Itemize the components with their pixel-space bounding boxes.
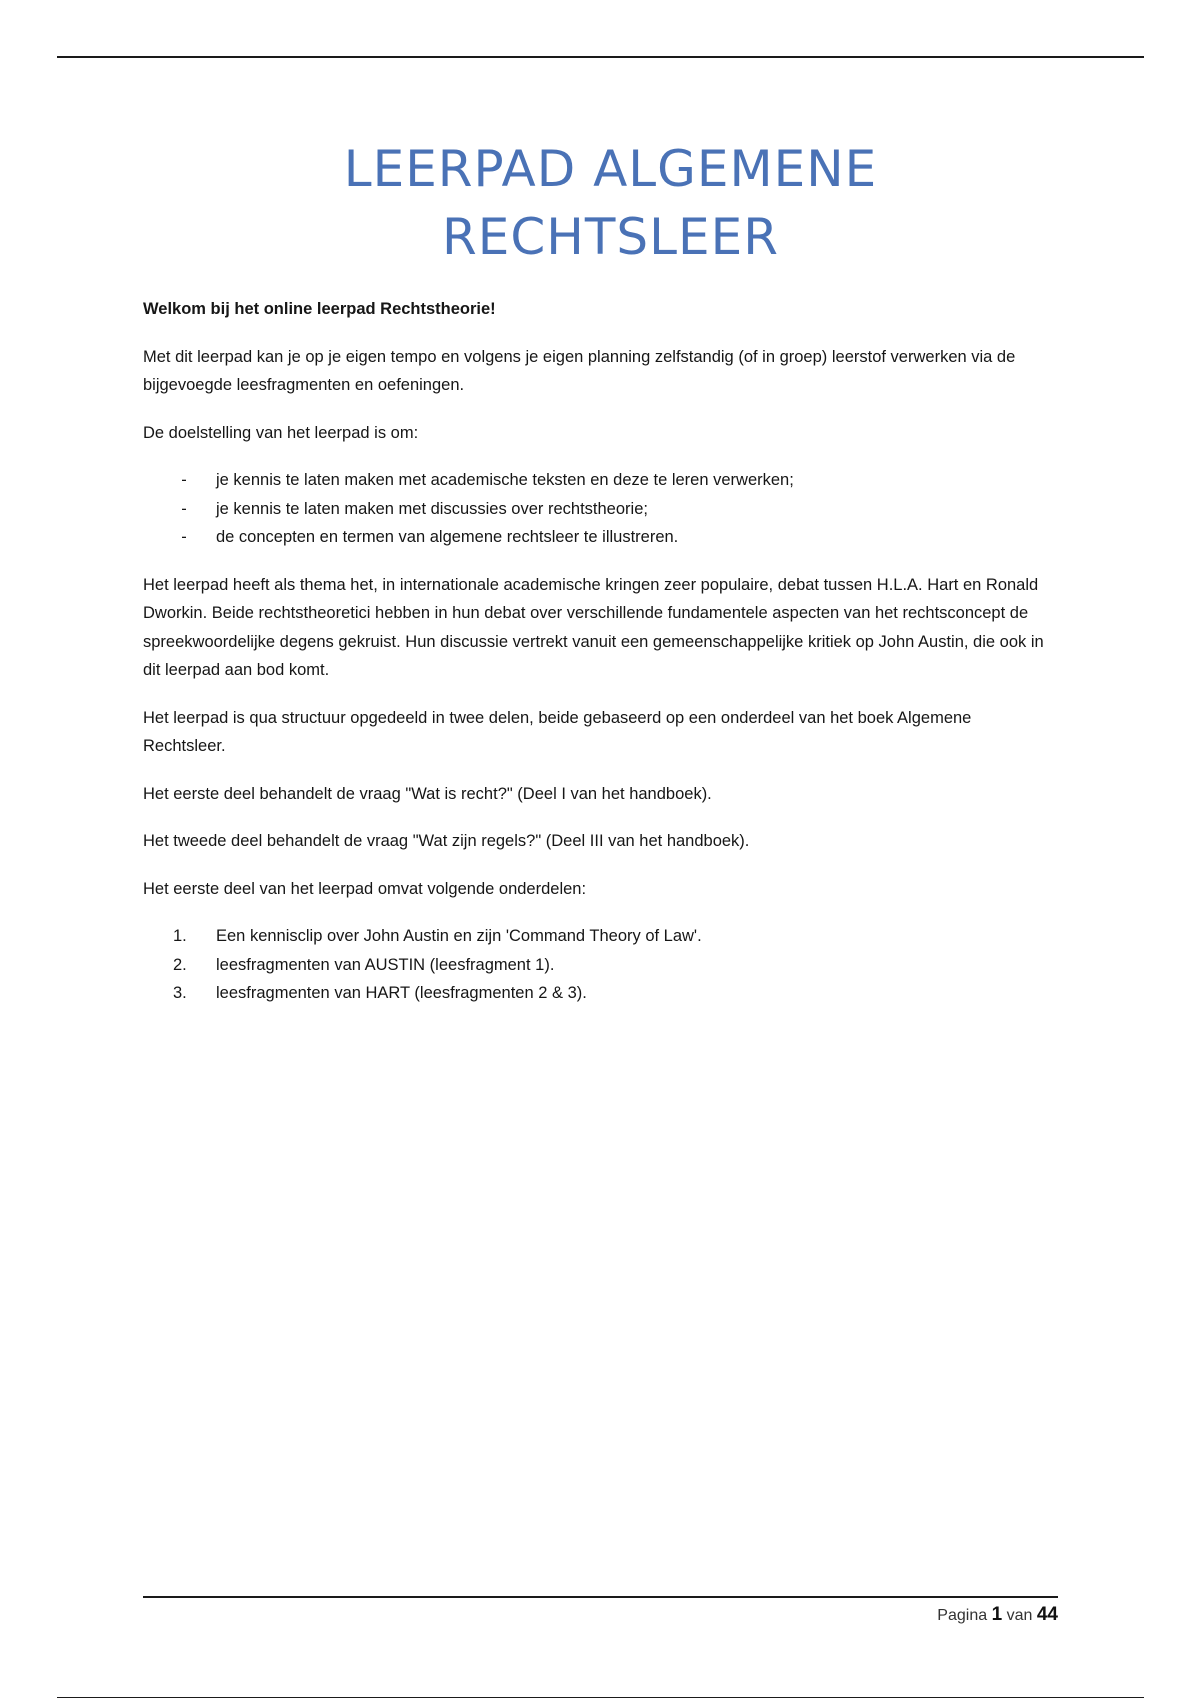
list-item [143, 466, 1058, 495]
structure-paragraph: Het leerpad is qua structuur opgedeeld in twee delen, beide gebaseerd op een onderdeel van het boek Algemene Rechtsleer. [143, 708, 972, 755]
list-item [143, 979, 1058, 1008]
part-1-paragraph: Het eerste deel behandelt de vraag "Wat is recht?" (Deel I van het handboek). [143, 784, 712, 803]
list-item-text: je kennis te laten maken met academische teksten en deze te leren verwerken; [216, 471, 794, 489]
list-item-text: je kennis te laten maken met discussies over rechtstheorie; [216, 499, 648, 518]
part-2-paragraph: Het tweede deel behandelt de vraag "Wat zijn regels?" (Deel III van het handboek). [143, 832, 750, 850]
part-1-contents-intro: Het eerste deel van het leerpad omvat volgende onderdelen: [143, 879, 587, 898]
list-item-text: leesfragmenten van AUSTIN (leesfragment 1). [216, 955, 555, 974]
page-content [143, 135, 1058, 1027]
bullet-marker: - [181, 471, 187, 489]
list-item [143, 922, 1058, 951]
list-item-text: leesfragmenten van HART (leesfragmenten 2 & 3). [216, 984, 587, 1002]
document-body [143, 295, 1058, 1008]
list-item [143, 951, 1058, 980]
of-label: van [1006, 1607, 1033, 1624]
total-pages: 44 [1036, 1604, 1058, 1625]
bullet-marker: - [181, 499, 187, 518]
goal-intro-paragraph: De doelstelling van het leerpad is om: [143, 423, 419, 442]
welcome-heading: Welkom bij het online leerpad Rechtstheorie! [143, 300, 496, 318]
list-item [143, 495, 1058, 524]
number-marker: 2. [173, 955, 187, 974]
document-title-line-2: RECHTSLEER [442, 208, 779, 266]
bullet-marker: - [181, 528, 187, 546]
page-label: Pagina [937, 1607, 988, 1624]
list-item-text: de concepten en termen van algemene rechtsleer te illustreren. [216, 528, 679, 546]
list-item [143, 523, 1058, 552]
list-item-text: Een kennisclip over John Austin en zijn 'Command Theory of Law'. [216, 927, 702, 945]
document-title-line-1: LEERPAD ALGEMENE [343, 140, 878, 198]
theme-paragraph: Het leerpad heeft als thema het, in internationale academische kringen zeer populaire, debat tussen H.L.A. Hart en Ronald Dworkin. Beide rechtstheoretici hebben in hun debat over verschillende fundamentele aspecten van het rechtsconcept de spreekwoordelijke degens gekruist. Hun discussie vertrekt vanuit een gemeenschappelijke kritiek op John Austin, die ook in dit leerpad aan bod komt. [143, 575, 1044, 679]
part-1-contents-list [143, 922, 1058, 1008]
top-page-border [57, 56, 1144, 58]
document-title [143, 135, 1058, 271]
page-number: 1 [991, 1604, 1003, 1625]
page-footer [937, 1600, 1058, 1631]
intro-paragraph: Met dit leerpad kan je op je eigen tempo en volgens je eigen planning zelfstandig (of in groep) leerstof verwerken via de bijgevoegde leesfragmenten en oefeningen. [143, 347, 1016, 394]
number-marker: 1. [173, 927, 187, 945]
goals-list [143, 466, 1058, 552]
number-marker: 3. [173, 984, 187, 1002]
bottom-page-border [57, 1697, 1144, 1698]
footer-divider [143, 1596, 1058, 1598]
